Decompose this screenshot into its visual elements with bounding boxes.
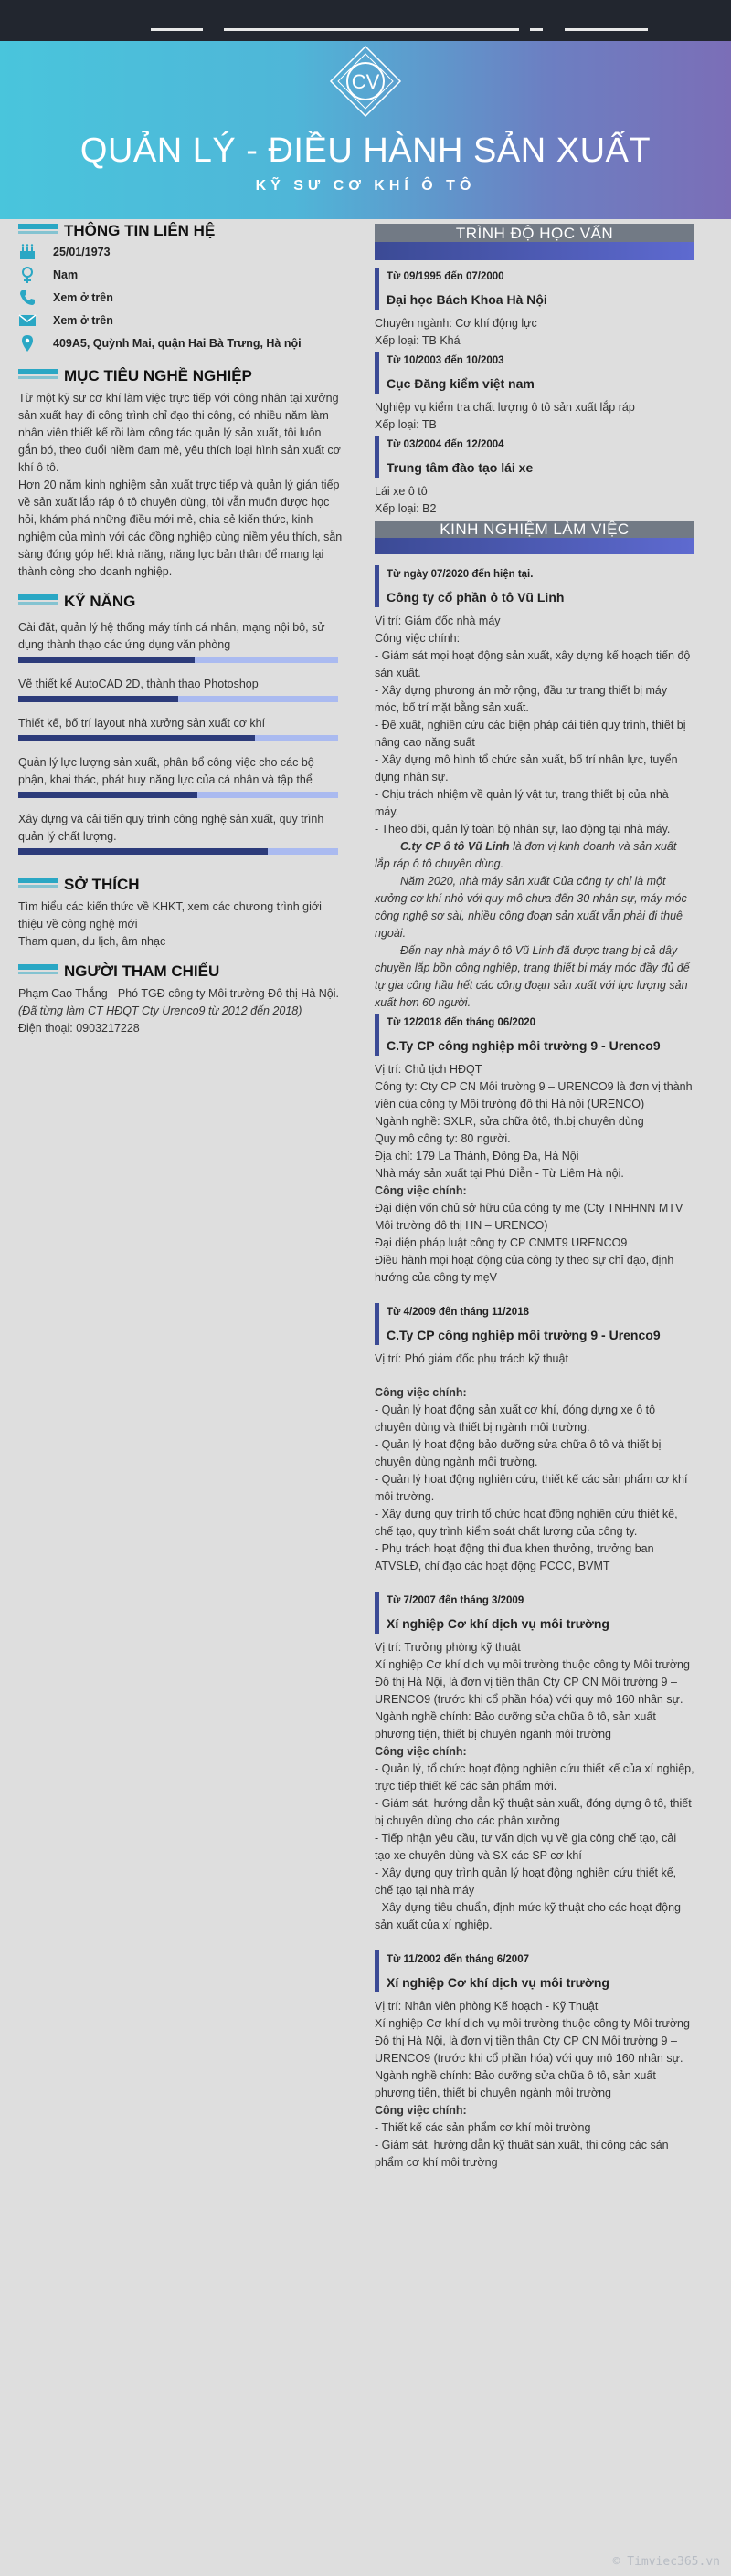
skill-item — [18, 811, 343, 855]
job-duty: Điều hành mọi hoạt động của công ty theo sự chỉ đạo, định hướng của công ty mẹV — [375, 1254, 674, 1284]
education-period — [375, 352, 694, 394]
job-duty: Đại diện pháp luật công ty CP CNMT9 URENCO9 — [375, 1236, 628, 1249]
job-duty: - Xây dựng quy trình quản lý hoạt động nghiên cứu thiết kế, chế tạo tại nhà máy — [375, 1866, 677, 1897]
experience-period — [375, 1950, 694, 1992]
contact-value: Xem ở trên — [53, 291, 113, 304]
skill-name: Xây dựng và cải tiến quy trình công nghệ sản xuất, quy trình quản lý chất lượng. — [18, 813, 324, 843]
hobbies-section-title: SỞ THÍCH — [18, 871, 343, 895]
skill-bar — [18, 657, 338, 663]
skill-name: Thiết kế, bố trí layout nhà xưởng sản xuất cơ khí — [18, 717, 266, 730]
experience-section-title: KINH NGHIỆM LÀM VIỆC — [375, 521, 694, 558]
contact-value: 409A5, Quỳnh Mai, quận Hai Bà Trưng, Hà nội — [53, 337, 302, 350]
hobby-line: Tìm hiểu các kiến thức về KHKT, xem các chương trình giới thiệu về công nghệ mới — [18, 900, 322, 931]
skill-bar-fill — [18, 792, 197, 798]
cv-logo — [329, 45, 402, 118]
cv-title: QUẢN LÝ - ĐIỀU HÀNH SẢN XUẤT — [79, 131, 652, 170]
job-duty: - Quản lý hoạt động nghiên cứu, thiết kế các sản phẩm cơ khí môi trường. — [375, 1473, 688, 1503]
period-org: C.Ty CP công nghiệp môi trường 9 - Urenco9 — [387, 1328, 661, 1342]
cv-subtitle: KỸ SƯ CƠ KHÍ Ô TÔ — [255, 178, 476, 194]
job-duties-title: Công việc chính: — [375, 1184, 467, 1197]
period-time: Từ 09/1995 đến 07/2000 — [387, 271, 504, 282]
skill-bar-fill — [18, 696, 178, 702]
education-details: Chuyên ngành: Cơ khí động lực Xếp loại: TB Khá — [375, 317, 537, 347]
experience-details: Vị trí: Chủ tịch HĐQT Công ty: Cty CP CN Môi trường 9 – URENCO9 là đơn vị thành viên của công ty Môi trường đô thị Hà nội (URENCO) Ngành nghề: SXLR, sửa chữa ôtô, th.bị chuyên dùng Quy mô công ty: 80 người. Địa chỉ: 179 La Thành, Đống Đa, Hà Nội Nhà máy sản xuất tại Phú Diễn - Từ Liêm Hà nội. Công việc chính: Đại diện vốn chủ sở hữu của công ty mẹ (Cty TNHHNN MTV Môi trường đô thị HN – URENCO) Đại diện pháp luật công ty CP CNMT9 URENCO9 Điều hành mọi hoạt động của công ty theo sự chỉ đạo, định hướng của công ty mẹV — [375, 1061, 694, 1287]
right-column — [375, 224, 694, 2171]
top-bar-line — [224, 28, 519, 31]
period-org: Xí nghiệp Cơ khí dịch vụ môi trường — [387, 1975, 609, 1990]
education-period — [375, 436, 694, 478]
reference-name: Phạm Cao Thắng - Phó TGĐ công ty Môi trường Đô thị Hà Nội. — [18, 987, 339, 1000]
top-bar — [0, 0, 731, 41]
experience-details: Vị trí: Nhân viên phòng Kế hoạch - Kỹ Thuật Xí nghiệp Cơ khí dịch vụ môi trường thuộc công ty Môi trường Đô thị Hà Nội, là đơn vị tiền thân Cty CP CN Môi trường 9 – URENCO9 (trước khi cổ phần hóa) với quy mô 160 nhân sự. Ngành nghề chính: Bảo dưỡng sửa chữa ô tô, sản xuất phương tiện, thiết bị chuyên ngành môi trường Công việc chính: - Thiết kế các sản phẩm cơ khí môi trường - Giám sát, hướng dẫn kỹ thuật sản xuất, thi công các sản phẩm cơ khí môi trường — [375, 1998, 694, 2171]
job-duty: - Xây dựng quy trình tổ chức hoạt động nghiên cứu thiết kế, chế tạo, quy trình kiểm soát chất lượng của công ty. — [375, 1508, 678, 1538]
period-time: Từ 03/2004 đến 12/2004 — [387, 439, 504, 450]
skills-section-title: KỸ NĂNG — [18, 588, 343, 612]
period-time: Từ ngày 07/2020 đến hiện tại. — [387, 569, 534, 580]
experience-details — [375, 1351, 694, 1575]
job-duties-title: Công việc chính: — [375, 2104, 467, 2117]
skill-name: Quản lý lực lượng sản xuất, phân bổ công việc cho các bộ phận, khai thác, phát huy năng lực của cá nhân và tập thể — [18, 756, 314, 786]
company-name: C.ty CP ô tô Vũ Linh — [400, 840, 510, 853]
contact-value: Nam — [53, 268, 79, 281]
watermark: © Timviec365.vn — [612, 2554, 720, 2569]
job-duties-title: Công việc chính: — [375, 632, 461, 645]
skill-name: Cài đặt, quản lý hệ thống máy tính cá nhân, mạng nội bộ, sử dụng thành thạo các ứng dụng văn phòng — [18, 621, 325, 651]
education-details: Nghiệp vụ kiểm tra chất lượng ô tô sản xuất lắp ráp Xếp loại: TB — [375, 401, 635, 431]
job-duty: - Giám sát mọi hoạt động sản xuất, xây dựng kế hoạch tiến độ sản xuất. — [375, 649, 691, 679]
contact-address — [18, 332, 343, 355]
job-position: Vị trí: Nhân viên phòng Kế hoạch - Kỹ Thuật — [375, 2000, 599, 2013]
skill-item — [18, 754, 343, 798]
reference-text — [18, 985, 343, 1037]
job-duty: - Phụ trách hoạt động thi đua khen thưởng, trưởng ban ATVSLĐ, chỉ đạo các hoạt động PCCC, BVMT — [375, 1542, 654, 1572]
logo-text: CV — [351, 70, 380, 93]
contact-email — [18, 310, 343, 332]
job-duty: - Xây dựng tiêu chuẩn, định mức kỹ thuật cho các hoạt động sản xuất của xí nghiệp. — [375, 1901, 681, 1931]
job-duty: - Quản lý hoạt động sản xuất cơ khí, đóng dựng xe ô tô chuyên dùng và thiết bị ngành môi trường. — [375, 1404, 656, 1434]
experience-period — [375, 565, 694, 607]
period-org: C.Ty CP công nghiệp môi trường 9 - Urenco9 — [387, 1038, 661, 1053]
skill-bar — [18, 848, 338, 855]
reference-section-title: NGƯỜI THAM CHIẾU — [18, 958, 343, 982]
job-position: Vị trí: Trưởng phòng kỹ thuật — [375, 1641, 521, 1654]
period-time: Từ 12/2018 đến tháng 06/2020 — [387, 1017, 536, 1028]
skill-bar — [18, 792, 338, 798]
gender-icon — [18, 266, 37, 284]
contact-value: 25/01/1973 — [53, 246, 111, 258]
objective-paragraph: Từ một kỹ sư cơ khí làm việc trực tiếp với công nhân tại xưởng sản xuất hay đi công trình chỉ đạo thi công, có nhiều năm làm nhân viên thiết kế rồi làm công tác quản lý sản xuất, tôi luôn gắn bó, theo đuổi niềm đam mê, yêu thích loại hình sản xuất cơ khí ô tô. — [18, 392, 341, 474]
skill-item — [18, 676, 343, 702]
hobby-line: Tham quan, du lịch, âm nhạc — [18, 935, 166, 948]
skill-bar-fill — [18, 657, 195, 663]
skill-item — [18, 715, 343, 741]
skill-bar — [18, 696, 338, 702]
period-time: Từ 11/2002 đến tháng 6/2007 — [387, 1954, 529, 1965]
company-about: Đến nay nhà máy ô tô Vũ Linh đã được trang bị cả dây chuyền lắp bồn công nghiệp, trang thiết bị máy móc đầy đủ để tự gia công hầu hết các công đoạn sản xuất với lực lượng sản xuất hơn 60 người. — [375, 944, 690, 1009]
phone-icon — [18, 289, 37, 307]
contact-phone — [18, 287, 343, 310]
hobbies-text — [18, 899, 343, 951]
skill-name: Vẽ thiết kế AutoCAD 2D, thành thạo Photoshop — [18, 678, 259, 690]
skill-bar-fill — [18, 735, 255, 741]
skill-bar-fill — [18, 848, 268, 855]
contact-gender — [18, 264, 343, 287]
job-duties-title: Công việc chính: — [375, 1745, 467, 1758]
experience-period — [375, 1014, 694, 1056]
reference-note: (Đã từng làm CT HĐQT Cty Urenco9 từ 2012 đến 2018) — [18, 1004, 302, 1017]
period-org: Đại học Bách Khoa Hà Nội — [387, 292, 547, 307]
birthday-cake-icon — [18, 243, 37, 261]
contact-birthday — [18, 241, 343, 264]
period-time: Từ 4/2009 đến tháng 11/2018 — [387, 1307, 529, 1318]
company-about: Năm 2020, nhà máy sản xuất Của công ty chỉ là một xưởng cơ khí nhỏ với quy mô chưa đến 30 nhân sự, máy móc công nghệ sơ sài, nhiều công đoạn sản xuất vẫn phải đi thuê ngoài. — [375, 875, 687, 940]
objective-section-title: MỤC TIÊU NGHỀ NGHIỆP — [18, 363, 343, 386]
job-duties-title: Công việc chính: — [375, 1386, 467, 1399]
period-org: Cục Đăng kiểm việt nam — [387, 376, 535, 391]
email-icon — [18, 311, 37, 330]
skill-bar — [18, 735, 338, 741]
top-bar-line — [151, 28, 203, 31]
skills-list — [18, 619, 343, 855]
contact-section-title: THÔNG TIN LIÊN HỆ — [18, 217, 343, 241]
job-position: Vị trí: Chủ tịch HĐQT — [375, 1063, 482, 1076]
job-duty: - Tiếp nhận yêu cầu, tư vấn dịch vụ về gia công chế tạo, cải tạo xe chuyên dùng và SX các SP cơ khí — [375, 1832, 677, 1862]
education-section-title: TRÌNH ĐỘ HỌC VẤN — [375, 224, 694, 260]
job-duty: - Xây dựng mô hình tổ chức sản xuất, bố trí nhân lực, tuyển dụng nhân sự. — [375, 753, 678, 783]
period-org: Công ty cổ phần ô tô Vũ Linh — [387, 590, 565, 605]
experience-details — [375, 613, 694, 1012]
job-duty: - Giám sát, hướng dẫn kỹ thuật sản xuất, đóng dựng ô tô, thiết bị chuyên dùng cho các phân xưởng — [375, 1797, 692, 1827]
location-pin-icon — [18, 334, 37, 352]
experience-details: Vị trí: Trưởng phòng kỹ thuật Xí nghiệp Cơ khí dịch vụ môi trường thuộc công ty Môi trường Đô thị Hà Nội, là đơn vị tiền thân Cty CP CN Môi trường 9 – URENCO9 (trước khi cổ phần hóa) với quy mô 160 nhân sự. Ngành nghề chính: Bảo dưỡng sửa chữa ô tô, sản xuất phương tiện, thiết bị chuyên ngành môi trường Công việc chính: - Quản lý, tổ chức hoạt động nghiên cứu thiết kế của xí nghiệp, trực tiếp thiết kế các sản phẩm mới. - Giám sát, hướng dẫn kỹ thuật sản xuất, đóng dựng ô tô, thiết bị chuyên dùng cho các phân xưởng - Tiếp nhận yêu cầu, tư vấn dịch vụ về gia công chế tạo, cải tạo xe chuyên dùng và SX các SP cơ khí - Xây dựng quy trình quản lý hoạt động nghiên cứu thiết kế, chế tạo tại nhà máy - Xây dựng tiêu chuẩn, định mức kỹ thuật cho các hoạt động sản xuất của xí nghiệp. — [375, 1639, 694, 1934]
education-details: Lái xe ô tô Xếp loại: B2 — [375, 485, 437, 515]
job-position: Vị trí: Giám đốc nhà máy — [375, 615, 501, 627]
job-duty: - Chịu trách nhiệm về quản lý vật tư, trang thiết bị của nhà máy. — [375, 788, 669, 818]
objective-paragraph: Hơn 20 năm kinh nghiệm sản xuất trực tiếp và quản lý gián tiếp về sản xuất lắp ráp ô tô chuyên dùng, tôi vẫn muốn được học hỏi, khám phá những điều mới mẻ, chia sẻ kiến thức, kinh nghiệm của mình với các đồng nghiệp cùng niềm yêu thích, sẵn sàng đóng góp hết khả năng, năng lực bản thân để mang lại thành công cho doanh nghiệp. — [18, 478, 343, 578]
education-period — [375, 268, 694, 310]
top-bar-line — [530, 28, 543, 31]
top-bar-line — [565, 28, 648, 31]
job-duty: - Đề xuất, nghiên cứu các biện pháp cải tiến quy trình, thiết bị nâng cao năng suất — [375, 719, 686, 749]
experience-period — [375, 1303, 694, 1345]
period-org: Xí nghiệp Cơ khí dịch vụ môi trường — [387, 1616, 609, 1631]
period-time: Từ 10/2003 đến 10/2003 — [387, 355, 504, 366]
skill-item — [18, 619, 343, 663]
job-duty: - Quản lý hoạt động bảo dưỡng sửa chữa ô tô và thiết bị chuyên dùng ngành môi trường. — [375, 1438, 662, 1468]
job-duty: - Quản lý, tổ chức hoạt động nghiên cứu thiết kế của xí nghiệp, trực tiếp thiết kế các sản phẩm mới. — [375, 1762, 694, 1793]
job-duty: - Xây dựng phương án mở rộng, đầu tư trang thiết bị máy móc, bố trí mặt bằng sản xuất. — [375, 684, 668, 714]
job-duty: - Giám sát, hướng dẫn kỹ thuật sản xuất, thi công các sản phẩm cơ khí môi trường — [375, 2139, 669, 2169]
experience-period — [375, 1592, 694, 1634]
job-duty: Đại diện vốn chủ sở hữu của công ty mẹ (Cty TNHHNN MTV Môi trường đô thị HN – URENCO) — [375, 1202, 683, 1232]
job-duty: - Thiết kế các sản phẩm cơ khí môi trường — [375, 2121, 591, 2134]
job-position: Vị trí: Phó giám đốc phụ trách kỹ thuật — [375, 1352, 568, 1365]
reference-phone: Điện thoại: 0903217228 — [18, 1022, 140, 1035]
cv-header — [0, 41, 731, 219]
period-org: Trung tâm đào tạo lái xe — [387, 460, 534, 475]
contact-value: Xem ở trên — [53, 314, 113, 327]
company-about: là đơn vị kinh doanh và sản xuất lắp ráp ô tô chuyên dùng. — [375, 840, 677, 870]
objective-text — [18, 390, 343, 581]
period-time: Từ 7/2007 đến tháng 3/2009 — [387, 1595, 524, 1606]
job-duty: - Theo dõi, quản lý toàn bộ nhân sự, lao động tại nhà máy. — [375, 823, 671, 836]
left-column — [18, 212, 343, 1037]
